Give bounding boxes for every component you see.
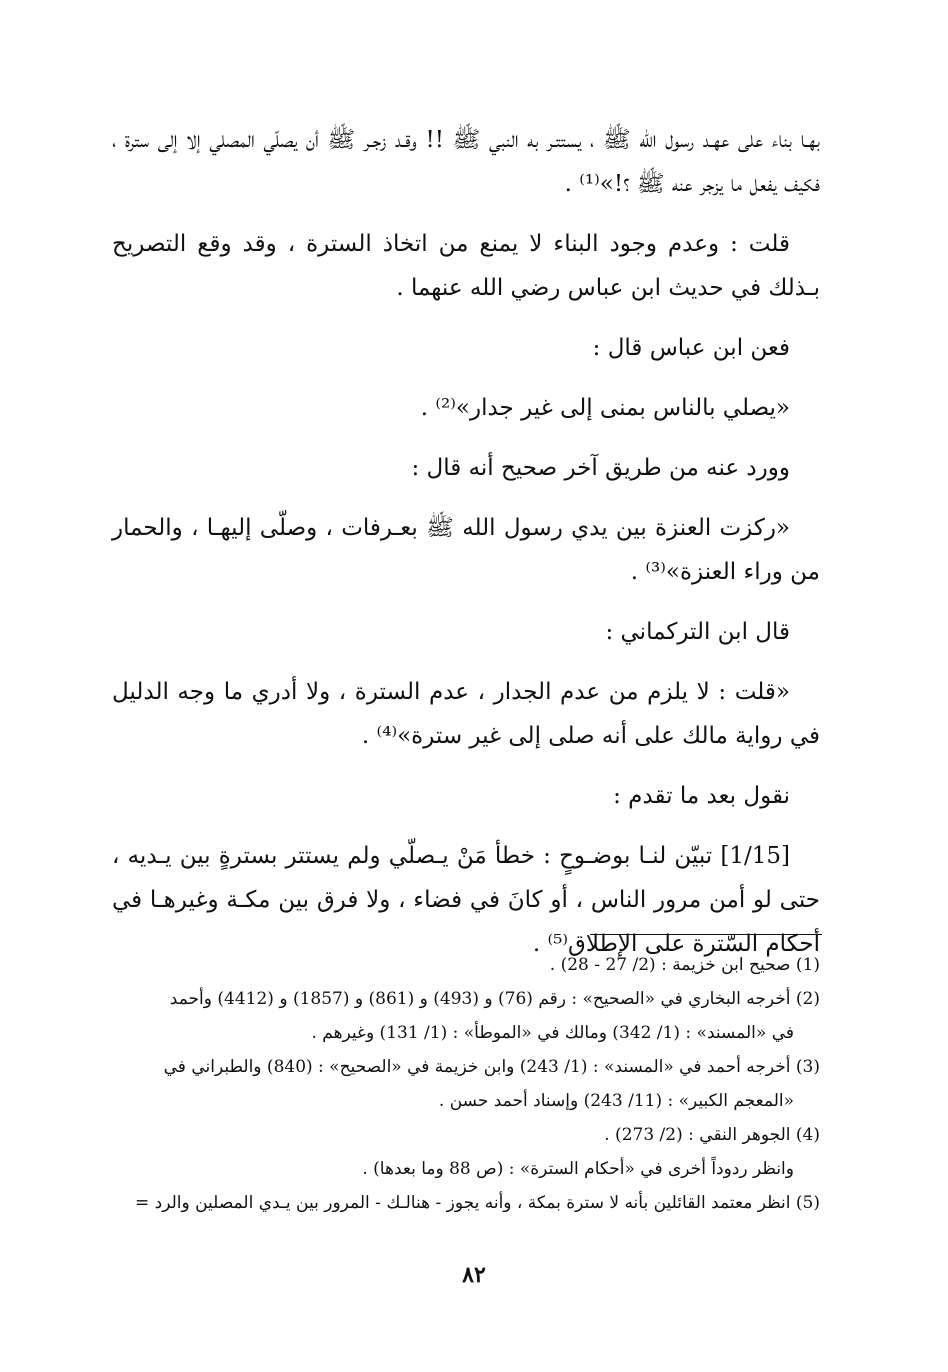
paragraph-2: قلت : وعدم وجود البناء لا يمنع من اتخاذ السترة ، وقد وقع التصريح بـذلك في حديث ابن عباس رضي الله عنهما . [112,231,820,301]
paragraph-7: قال ابن التركماني : [605,619,790,645]
footnote-separator [590,934,822,935]
paragraph-4: «يصلي بالناس بمنى إلى غير جدار»⁽²⁾ . [420,395,790,421]
paragraph-1: بهـا بناء على عهـد رسول الله ﷺ ، يستتـر به النبي ﷺ !! وقـد زجـر ﷺ أن يصلّي المصلي إلا إلى سترة ، فكيف يفعل ما يزجر عنه ﷺ ؟!»⁽¹⁾ . [112,127,820,197]
paragraph-10: [1/15] تبيّن لنـا بوضـوحٍ : خطأ مَنْ يـصلّي ولم يستتر بسترةٍ بين يـديه ، حتى لو أمن مرور الناس ، أو كانَ في فضاء ، ولا فرق بين مكـة وغيرهـا في أحكام السّترة على الإطلاق⁽⁵⁾ . [112,843,820,957]
footnote-2-continuation: في «المسند» : (1/ 342) ومالك في «الموطأ» : (1/ 131) وغيرهم . [311,1023,794,1043]
footnote-3-continuation: «المعجم الكبير» : (11/ 243) وإسناد أحمد حسن . [438,1091,794,1111]
footnote-1: (1) صحيح ابن خزيمة : (2/ 27 - 28) . [549,955,820,975]
main-text [112,118,820,982]
footnote-5: (5) انظر معتمد القائلين بأنه لا سترة بمكة ، وأنه يجوز - هنالـك - المرور بين يـدي المصلين والرد = [135,1193,820,1213]
paragraph-8: «قلت : لا يلزم من عدم الجدار ، عدم السترة ، ولا أدري ما وجه الدليل في رواية مالك على أنه صلى إلى غير سترة»⁽⁴⁾ . [112,679,820,749]
footnotes [112,948,820,1220]
footnote-2: (2) أخرجه البخاري في «الصحيح» : رقم (76) و (493) و (861) و (1857) و (4412) وأحمد [169,989,820,1009]
paragraph-5: وورد عنه من طريق آخر صحيح أنه قال : [411,455,790,481]
paragraph-9: نقول بعد ما تقدم : [613,783,790,809]
footnote-3: (3) أخرجه أحمد في «المسند» : (1/ 243) وابن خزيمة في «الصحيح» : (840) والطبراني في [163,1057,820,1077]
footnote-4: (4) الجوهر النقي : (2/ 273) . [604,1125,820,1145]
page-number: ٨٢ [462,1262,486,1288]
paragraph-3: فعن ابن عباس قال : [592,335,790,361]
paragraph-6: «ركزت العنزة بين يدي رسول الله ﷺ بعـرفات ، وصلّى إليهـا ، والحمار من وراء العنزة»⁽³⁾ . [112,515,820,585]
footnote-4-continuation: وانظر ردوداً أخرى في «أحكام السترة» : (ص 88 وما بعدها) . [362,1159,794,1179]
